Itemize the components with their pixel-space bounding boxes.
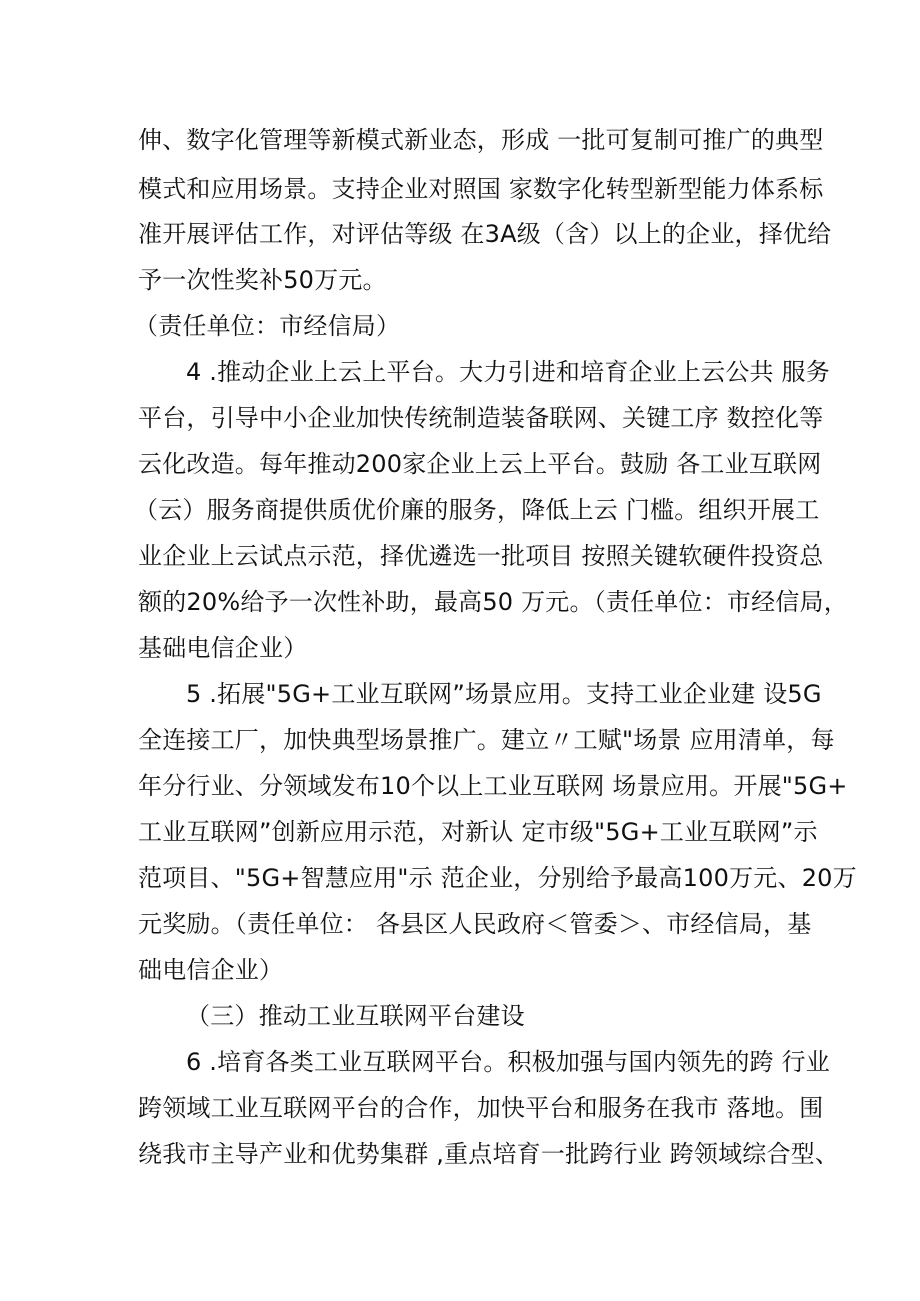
item-5-heading: 5 .拓展"5G+工业互联网”场景应用。支持工业企业建 设5G xyxy=(186,680,822,708)
text-line: 业企业上云试点示范，择优遴选一批项目 按照关键软硬件投资总 xyxy=(138,542,824,570)
text-line: 准开展评估工作，对评估等级 在3A级（含）以上的企业，择优给 xyxy=(138,220,832,248)
text-line: 平台，引导中小企业加快传统制造装备联网、关键工序 数控化等 xyxy=(138,404,824,432)
item-4-heading: 4 .推动企业上云上平台。大力引进和培育企业上云公共 服务 xyxy=(186,358,830,386)
text-line: 范项目、"5G+智慧应用"示 范企业，分别给予最高100万元、20万 xyxy=(138,864,857,892)
text-line: 额的20%给予一次性补助，最高50 万元。（责任单位：市经信局， xyxy=(138,588,848,616)
text-line: 云化改造。每年推动200家企业上云上平台。鼓励 各工业互联网 xyxy=(138,450,822,478)
section-heading: （三）推动工业互联网平台建设 xyxy=(186,1002,525,1030)
text-line: 全连接工厂，加快典型场景推广。建立〃工赋"场景 应用清单，每 xyxy=(138,726,835,754)
text-line: 工业互联网”创新应用示范，对新认 定市级"5G+工业互联网”示 xyxy=(138,818,818,846)
text-line: 模式和应用场景。支持企业对照国 家数字化转型新型能力体系标 xyxy=(138,175,824,203)
text-line: （云）服务商提供质优价廉的服务，降低上云 门槛。组织开展工 xyxy=(134,496,820,524)
text-line: 予一次性奖补50万元。 xyxy=(138,266,387,294)
text-line: 跨领域工业互联网平台的合作，加快平台和服务在我市 落地。围 xyxy=(138,1094,824,1122)
responsibility-note: （责任单位：市经信局） xyxy=(134,312,401,340)
text-line: 基础电信企业） xyxy=(138,634,308,662)
text-line: 年分行业、分领域发布10个以上工业互联网 场景应用。开展"5G+ xyxy=(138,772,848,800)
text-line: 元奖励。（责任单位： 各县区人民政府＜管委＞、市经信局，基 xyxy=(138,910,812,938)
item-6-heading: 6 .培育各类工业互联网平台。积极加强与国内领先的跨 行业 xyxy=(186,1048,830,1076)
text-line: 伸、数字化管理等新模式新业态，形成 一批可复制可推广的典型 xyxy=(138,126,824,154)
text-line: 础电信企业） xyxy=(138,956,284,984)
text-line: 绕我市主导产业和优势集群 ,重点培育一批跨行业 跨领域综合型、 xyxy=(138,1140,840,1168)
